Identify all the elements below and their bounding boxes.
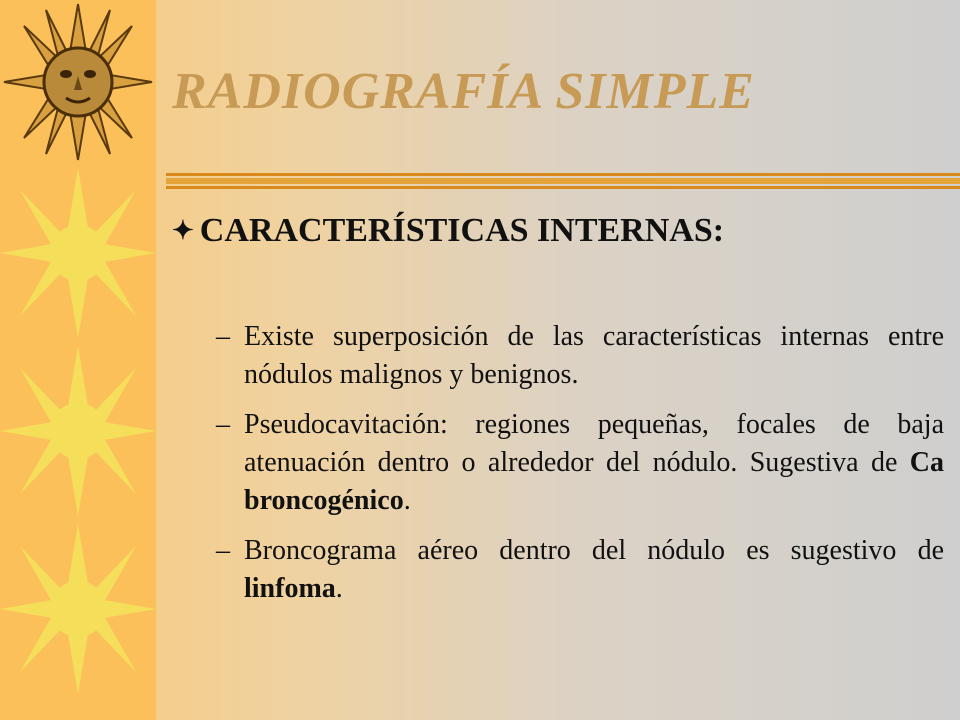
section-heading (172, 212, 724, 250)
sun-decoration-icon (0, 168, 156, 338)
list-item-text: Pseudocavitación: regiones pequeñas, focales de baja atenuación dentro o alrededor del nódulo. Sugestiva de Ca broncogénico. (244, 409, 944, 516)
list-item (216, 406, 944, 520)
section-heading-text: CARACTERÍSTICAS INTERNAS: (199, 212, 725, 249)
star-bullet-icon: ✦ (172, 216, 194, 245)
sidebar-decoration (0, 0, 156, 720)
slide-title: RADIOGRAFÍA SIMPLE (172, 63, 755, 120)
emphasis-term: linfoma (244, 573, 336, 604)
list-item-text: Broncograma aéreo dentro del nódulo es sugestivo de linfoma. (244, 535, 944, 604)
sun-decoration-icon (0, 346, 156, 516)
dash-marker: – (216, 409, 230, 440)
dash-marker: – (216, 321, 230, 352)
title-divider-rule (166, 172, 960, 190)
dash-marker: – (216, 535, 230, 566)
list-item (216, 318, 944, 394)
emphasis-term: Ca broncogénico (244, 447, 944, 516)
list-item-text: Existe superposición de las características internas entre nódulos malignos y benignos. (244, 321, 944, 390)
sun-decoration-icon (0, 524, 156, 694)
sun-face-icon (2, 2, 154, 162)
list-item (216, 532, 944, 608)
bullet-list (216, 318, 944, 620)
